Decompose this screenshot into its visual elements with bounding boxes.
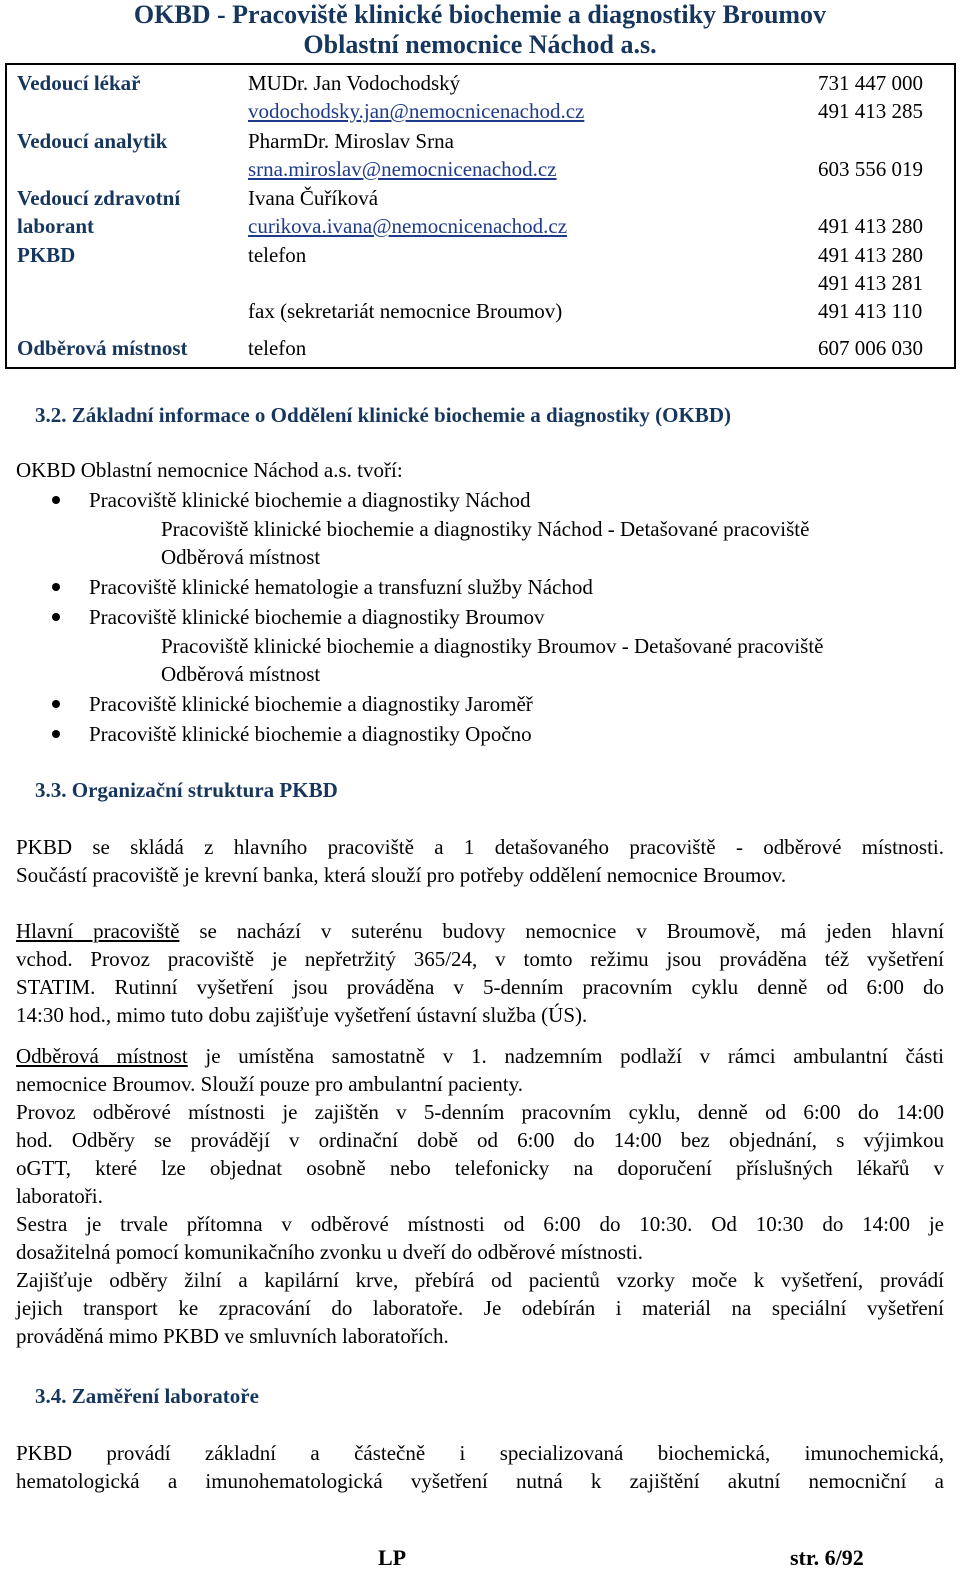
list-item: Pracoviště klinické biochemie a diagnostiky Jaroměř (89, 692, 533, 716)
paragraph-line: Odběrová místnost je umístěna samostatně v 1. nadzemním podlaží v rámci ambulantní části (16, 1044, 944, 1068)
list-subitem: Pracoviště klinické biochemie a diagnostiky Broumov - Detašované pracoviště (161, 634, 824, 658)
paragraph-line: laboratoři. (16, 1184, 103, 1208)
document-title-line2: Oblastní nemocnice Náchod a.s. (303, 30, 657, 59)
document-title-line1: OKBD - Pracoviště klinické biochemie a diagnostiky Broumov (133, 0, 827, 29)
list-item: Pracoviště klinické biochemie a diagnostiky Opočno (89, 722, 532, 746)
contact-phone: 491 413 280 (818, 243, 923, 267)
paragraph-line: PKBD se skládá z hlavního pracoviště a 1 detašovaného pracoviště - odběrové místnosti. (16, 835, 944, 859)
section-heading-3-2: 3.2. Základní informace o Oddělení klinické biochemie a diagnostiky (OKBD) (35, 403, 731, 427)
contact-label: telefon (248, 243, 307, 267)
paragraph-line: STATIM. Rutinní vyšetření jsou prováděna v 5-denním pracovním cyklu denně od 6:00 do (16, 975, 944, 999)
contact-role: PKBD (17, 243, 76, 267)
list-item: Pracoviště klinické hematologie a transfuzní služby Náchod (89, 575, 593, 599)
paragraph (16, 917, 944, 1029)
bullet-icon (52, 583, 60, 591)
paragraph (16, 833, 944, 889)
contact-label: telefon (248, 336, 307, 360)
paragraph-line: hematologická a imunohematologická vyšetření nutná k zajištění akutní nemocniční a (16, 1469, 944, 1493)
paragraph (16, 1042, 944, 1350)
paragraph-line: nemocnice Broumov. Slouží pouze pro ambulantní pacienty. (16, 1072, 523, 1096)
list-subitem: Pracoviště klinické biochemie a diagnostiky Náchod - Detašované pracoviště (161, 517, 810, 541)
list-item: Pracoviště klinické biochemie a diagnostiky Náchod (89, 488, 531, 512)
paragraph-line: 14:30 hod., mimo tuto dobu zajišťuje vyšetření ústavní služba (ÚS). (16, 1003, 588, 1027)
contact-phone: 491 413 281 (818, 271, 923, 295)
contact-name: PharmDr. Miroslav Srna (248, 129, 454, 153)
contact-phone: 491 413 110 (818, 299, 923, 323)
paragraph-line: PKBD provádí základní a částečně i specializovaná biochemická, imunochemická, (16, 1441, 944, 1465)
paragraph-line: dosažitelná pomocí komunikačního zvonku u dveří do odběrové místnosti. (16, 1240, 643, 1264)
contact-phone: 731 447 000 (818, 71, 923, 95)
contact-label: fax (sekretariát nemocnice Broumov) (248, 299, 563, 323)
bullet-icon (52, 700, 60, 708)
underlined-term: Hlavní pracoviště (16, 919, 180, 943)
paragraph-line: prováděná mimo PKBD ve smluvních laboratořích. (16, 1324, 449, 1348)
section-intro: OKBD Oblastní nemocnice Náchod a.s. tvoří: (16, 458, 403, 482)
section-heading-3-4: 3.4. Zaměření laboratoře (35, 1384, 259, 1408)
paragraph-line: Zajišťuje odběry žilní a kapilární krve, přebírá od pacientů vzorky moče k vyšetření, provádí (16, 1268, 944, 1292)
bullet-icon (52, 613, 60, 621)
contact-phone: 491 413 280 (818, 214, 923, 238)
paragraph-line: Provoz odběrové místnosti je zajištěn v 5-denním pracovním cyklu, denně od 6:00 do 14:00 (16, 1100, 944, 1124)
contact-email-link[interactable]: vodochodsky.jan@nemocnicenachod.cz (248, 99, 585, 123)
contact-role: laborant (17, 214, 95, 238)
paragraph (16, 1439, 944, 1495)
section-heading-3-3: 3.3. Organizační struktura PKBD (35, 778, 338, 802)
paragraph-line: jejich transport ke zpracování do laboratoře. Je odebírán i materiál na speciální vyšetření (16, 1296, 944, 1320)
bullet-icon (52, 730, 60, 738)
contact-phone: 603 556 019 (818, 157, 923, 181)
contact-name: Ivana Čuříková (248, 186, 379, 210)
paragraph-line: Hlavní pracoviště se nachází v suterénu budovy nemocnice v Broumově, má jeden hlavní (16, 919, 945, 943)
list-subitem: Odběrová místnost (161, 545, 321, 569)
paragraph-line: vchod. Provoz pracoviště je nepřetržitý 365/24, v tomto režimu jsou prováděna též vyšetření (16, 947, 944, 971)
contact-role: Vedoucí analytik (17, 129, 168, 153)
footer-left: LP (378, 1545, 407, 1570)
underlined-term: Odběrová místnost (16, 1044, 188, 1068)
page-number: str. 6/92 (790, 1545, 864, 1570)
contact-role: Vedoucí zdravotní (17, 186, 181, 210)
contact-phone: 491 413 285 (818, 99, 923, 123)
contact-phone: 607 006 030 (818, 336, 923, 360)
contact-name: MUDr. Jan Vodochodský (248, 71, 461, 95)
contact-email-link[interactable]: srna.miroslav@nemocnicenachod.cz (248, 157, 557, 181)
contact-role: Odběrová místnost (17, 336, 188, 360)
paragraph-line: Součástí pracoviště je krevní banka, která slouží pro potřeby oddělení nemocnice Broumov. (16, 863, 787, 887)
list-subitem: Odběrová místnost (161, 662, 321, 686)
contact-role: Vedoucí lékař (17, 71, 141, 95)
paragraph-line: hod. Odběry se provádějí v ordinační době od 6:00 do 14:00 bez objednání, s výjimkou (16, 1128, 944, 1152)
paragraph-line: Sestra je trvale přítomna v odběrové místnosti od 6:00 do 10:30. Od 10:30 do 14:00 je (16, 1212, 944, 1236)
bullet-icon (52, 496, 60, 504)
list-item: Pracoviště klinické biochemie a diagnostiky Broumov (89, 605, 545, 629)
paragraph-line: oGTT, které lze objednat osobně nebo telefonicky na doporučení příslušných lékařů v (16, 1156, 944, 1180)
contact-email-link[interactable]: curikova.ivana@nemocnicenachod.cz (248, 214, 568, 238)
